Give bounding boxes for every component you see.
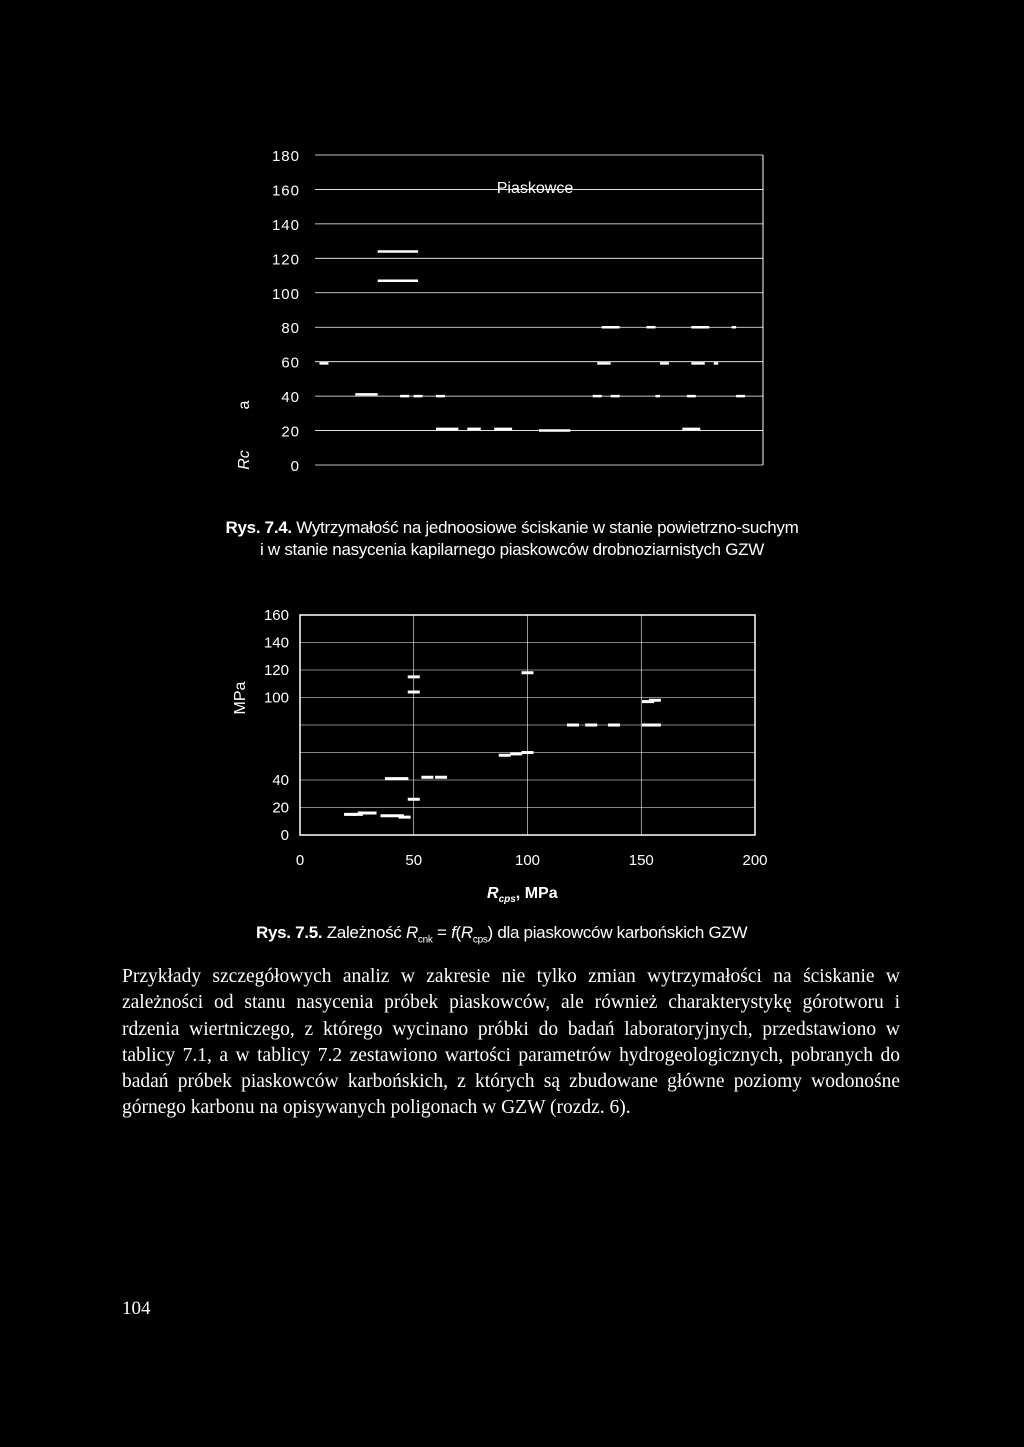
- chart1-y-tick-label: 60: [281, 354, 300, 372]
- caption-subscript: cps: [472, 934, 488, 946]
- caption-symbol: f: [451, 923, 456, 942]
- chart2-x-tick-labels: [296, 852, 768, 869]
- chart1-grid: [315, 155, 763, 465]
- caption-text: =: [432, 923, 452, 942]
- chart2-data-point: [396, 777, 408, 780]
- figure-7-5-number: Rys. 7.5.: [256, 923, 323, 942]
- chart1-y-tick-label: 160: [271, 182, 300, 200]
- chart2-y-tick-label: 40: [272, 772, 289, 789]
- caption-symbol: R: [460, 923, 473, 942]
- chart2-x-tick-label: 100: [514, 852, 541, 869]
- chart2-data-point: [365, 812, 377, 815]
- chart2-data-point: [408, 798, 420, 801]
- chart2-data-point: [380, 814, 392, 817]
- chart2-y-tick-label: 120: [263, 662, 289, 679]
- chart1-data-marks: [319, 251, 745, 430]
- chart2-x-tick-label: 0: [295, 852, 305, 869]
- figure-7-4-caption-line1: Wytrzymałość na jednoosiowe ściskanie w stanie powietrzno-suchym: [291, 518, 799, 537]
- chart2-y-tick-label: 20: [272, 799, 289, 817]
- body-paragraph: Przykłady szczegółowych analiz w zakresie nie tylko zmian wytrzymałości na ściskanie w zależności od stanu nasycenia próbek piaskowców, ale również charakterystykę górotworu i rdzenia wiertniczego, z którego wycinano próbki do badań laboratoryjnych, przedstawiono w tablicy 7.1, a w tablicy 7.2 zestawiono wartości parametrów hydrogeologicznych, pobranych do badań próbek piaskowców karbońskich, z których są zbudowane główne poziomy wodonośne górnego karbonu na opisywanych poligonach w GZW (rozdz. 6).: [122, 966, 900, 1119]
- chart2-data-point: [608, 724, 620, 727]
- chart1-y-tick-label: 20: [281, 423, 300, 441]
- chart1-y-tick-label: 120: [271, 251, 300, 269]
- chart2-data-point: [399, 816, 411, 819]
- figure-7-4-caption: [202, 517, 822, 561]
- chart2-y-tick-label: 140: [263, 634, 289, 652]
- chart2-y-tick-label: 100: [263, 689, 289, 707]
- chart2-x-axis-label: $R_{cps}$, MPa: [487, 885, 558, 905]
- chart2-data-point: [408, 675, 420, 678]
- caption-text: ) dla piaskowców karbońskich GZW: [487, 923, 748, 942]
- caption-symbol: R: [405, 923, 418, 942]
- chart2-y-axis-label: MPa: [232, 681, 249, 715]
- chart2-x-tick-label: 50: [405, 852, 423, 869]
- chart2-x-tick-label: 150: [628, 852, 654, 869]
- chart2-data-point: [585, 724, 597, 727]
- chart2-y-tick-label: 0: [280, 827, 289, 844]
- chart2-data-point: [385, 777, 397, 780]
- caption-text: Zależność: [322, 923, 406, 942]
- chart2-data-point: [510, 752, 522, 755]
- chart2-data-point: [522, 671, 534, 674]
- chart1-y-tick-label: 40: [281, 389, 300, 407]
- chart2-x-tick-label: 200: [742, 852, 768, 869]
- chart1-y-tick-label: 80: [281, 320, 300, 338]
- chart1-y-tick-label: 140: [271, 216, 300, 234]
- chart-fig-7-4: [0, 130, 1024, 510]
- chart1-y-tick-label: 180: [271, 148, 300, 165]
- chart1-y-tick-label: 100: [271, 285, 300, 303]
- chart1-y-tick-label: 0: [290, 458, 300, 475]
- chart2-data-point: [421, 776, 433, 779]
- chart2-data-points: [344, 671, 661, 818]
- chart2-data-point: [435, 776, 447, 779]
- chart2-data-point: [522, 751, 534, 754]
- chart2-data-point: [649, 724, 661, 727]
- chart2-data-point: [408, 691, 420, 694]
- chart1-y-axis-label-fragment: a: [236, 400, 253, 410]
- chart2-grid: [300, 615, 755, 835]
- chart1-x-axis-label: Piaskowce: [496, 180, 574, 197]
- figure-7-4-caption-line2: i w stanie nasycenia kapilarnego piaskowców drobnoziarnistych GZW: [260, 540, 764, 559]
- chart2-y-tick-labels: [264, 607, 289, 844]
- figure-7-5-caption: [256, 922, 816, 951]
- chart2-data-point: [649, 699, 661, 702]
- chart1-y-tick-labels: [272, 148, 300, 475]
- chart1-y-axis-label: Rc: [236, 450, 253, 470]
- page-number: 104: [122, 1298, 151, 1319]
- caption-subscript: cnk: [417, 934, 433, 946]
- figure-7-4-number: Rys. 7.4.: [225, 518, 292, 537]
- chart2-data-point: [567, 724, 579, 727]
- chart-fig-7-5: [0, 595, 1024, 915]
- chart2-data-point: [499, 754, 511, 757]
- chart2-y-tick-label: 160: [263, 607, 289, 624]
- caption-text: (: [455, 923, 461, 942]
